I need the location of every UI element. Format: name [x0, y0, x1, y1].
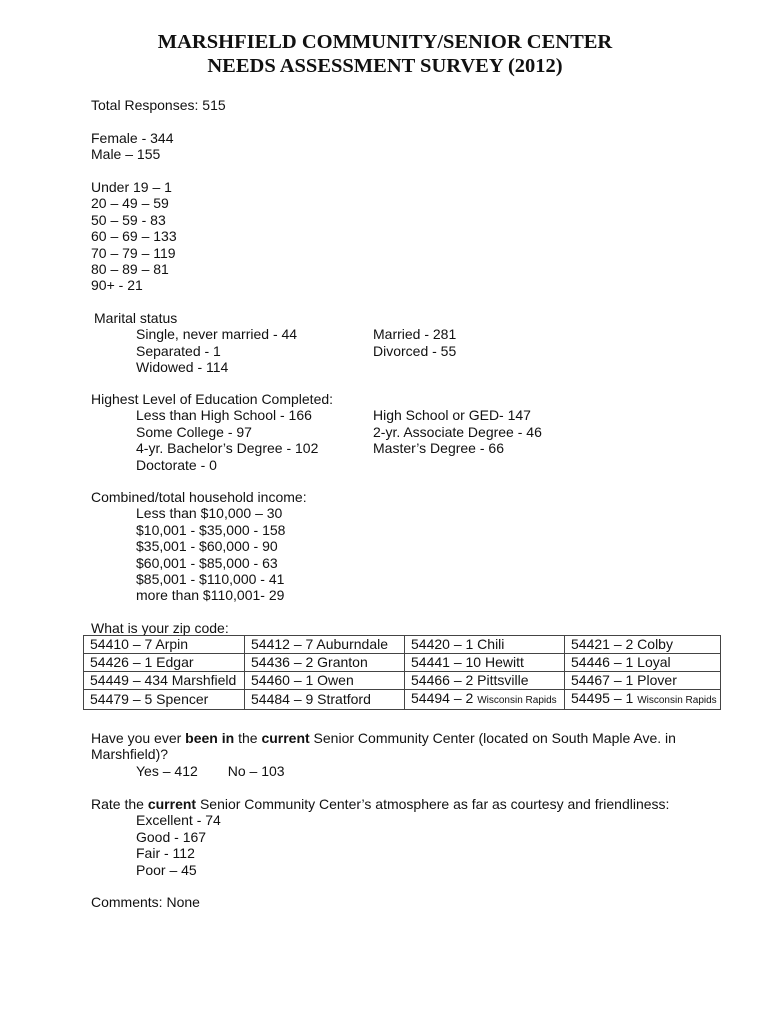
- zip-cell: 54449 – 434 Marshfield: [84, 672, 245, 690]
- zip-cell: 54410 – 7 Arpin: [84, 636, 245, 654]
- title-line-2: NEEDS ASSESSMENT SURVEY (2012): [207, 55, 563, 77]
- income-item: more than $110,001- 29: [136, 587, 285, 604]
- zip-cell: 54479 – 5 Spencer: [84, 690, 245, 710]
- education-item: High School or GED- 147: [373, 407, 531, 424]
- question-text-part: Senior Community Center (located on South Maple Ave. in: [309, 730, 676, 746]
- table-row: [84, 672, 721, 690]
- rating-item: Excellent - 74: [136, 812, 221, 829]
- income-item: $35,001 - $60,000 - 90: [136, 538, 278, 555]
- question-text-bold: current: [261, 730, 310, 746]
- zip-cell: 54412 – 7 Auburndale: [245, 636, 405, 654]
- education-item: Master’s Degree - 66: [373, 440, 504, 457]
- marital-heading: Marital status: [94, 310, 178, 326]
- age-row: 60 – 69 – 133: [91, 228, 177, 245]
- zip-cell: 54466 – 2 Pittsville: [405, 672, 565, 690]
- rating-item: Fair - 112: [136, 845, 195, 862]
- zip-cell: 54441 – 10 Hewitt: [405, 654, 565, 672]
- gender-section: [91, 130, 173, 163]
- table-row: [84, 690, 721, 710]
- income-item: Less than $10,000 – 30: [136, 505, 283, 522]
- marital-item: Married - 281: [373, 326, 457, 343]
- zip-cell: 54420 – 1 Chili: [405, 636, 565, 654]
- marital-item: Widowed - 114: [136, 359, 229, 376]
- income-heading: Combined/total household income:: [91, 489, 307, 505]
- total-responses: Total Responses: 515: [91, 97, 226, 113]
- title-line-1: MARSHFIELD COMMUNITY/SENIOR CENTER: [157, 31, 613, 53]
- zip-cell-small-label: Wisconsin Rapids: [637, 695, 717, 706]
- question-text-part: Rate the: [91, 796, 148, 812]
- education-item: Some College - 97: [136, 423, 252, 440]
- age-row: 50 – 59 - 83: [91, 211, 166, 228]
- education-heading: Highest Level of Education Completed:: [91, 391, 334, 407]
- education-item: 2-yr. Associate Degree - 46: [373, 423, 542, 440]
- zip-cell-small-label: Wisconsin Rapids: [477, 695, 557, 706]
- education-item: Doctorate - 0: [136, 456, 217, 473]
- question-text-part: the: [234, 730, 262, 746]
- marital-section: [94, 310, 694, 376]
- zip-cell: [565, 690, 721, 710]
- question-text-bold: been in: [185, 730, 235, 746]
- zip-cell: 54460 – 1 Owen: [245, 672, 405, 690]
- gender-female: Female - 344: [91, 130, 174, 146]
- income-item: $60,001 - $85,000 - 63: [136, 554, 278, 571]
- gender-male: Male – 155: [91, 146, 161, 163]
- answer-yes: Yes – 412: [136, 762, 198, 779]
- rating-item: Poor – 45: [136, 861, 197, 878]
- table-row: [84, 636, 721, 654]
- question-text-part: Senior Community Center’s atmosphere as far as courtesy and friendliness:: [196, 796, 670, 812]
- marital-item: Divorced - 55: [373, 342, 457, 359]
- answer-no: No – 103: [227, 762, 285, 779]
- income-item: $85,001 - $110,000 - 41: [136, 571, 285, 588]
- comments: Comments: None: [91, 894, 200, 910]
- question-rate-center: [91, 796, 731, 878]
- question-been-in-center: [91, 730, 711, 779]
- zip-heading: What is your zip code:: [91, 620, 229, 636]
- question-text: [91, 730, 711, 746]
- zip-cell: 54484 – 9 Stratford: [245, 690, 405, 710]
- rating-item: Good - 167: [136, 828, 207, 845]
- question-text-part: Have you ever: [91, 730, 186, 746]
- education-item: 4-yr. Bachelor’s Degree - 102: [136, 440, 319, 457]
- zip-cell-main: 54494 – 2: [411, 690, 474, 706]
- education-item: Less than High School - 166: [136, 407, 312, 424]
- zip-cell: 54421 – 2 Colby: [565, 636, 721, 654]
- page-title: [0, 30, 770, 78]
- zip-cell: 54446 – 1 Loyal: [565, 654, 721, 672]
- education-section: [91, 391, 691, 473]
- age-row: 80 – 89 – 81: [91, 261, 169, 278]
- marital-item: Separated - 1: [136, 342, 221, 359]
- zip-cell-main: 54495 – 1: [571, 690, 634, 706]
- table-row: [84, 654, 721, 672]
- age-row: 70 – 79 – 119: [91, 244, 176, 261]
- zip-table: [83, 635, 721, 710]
- zip-cell: 54436 – 2 Granton: [245, 654, 405, 672]
- question-text-bold: current: [147, 796, 197, 812]
- zip-cell: 54467 – 1 Plover: [565, 672, 721, 690]
- age-row: Under 19 – 1: [91, 179, 172, 195]
- income-section: [91, 489, 307, 604]
- zip-cell: [405, 690, 565, 710]
- age-row: 90+ - 21: [91, 277, 143, 294]
- marital-item: Single, never married - 44: [136, 326, 298, 343]
- question-text: [91, 796, 731, 812]
- answers-row: [91, 763, 711, 779]
- question-text-line-2: Marshfield)?: [91, 746, 169, 763]
- age-row: 20 – 49 – 59: [91, 195, 169, 212]
- income-item: $10,001 - $35,000 - 158: [136, 521, 286, 538]
- zip-cell: 54426 – 1 Edgar: [84, 654, 245, 672]
- age-section: [91, 179, 177, 294]
